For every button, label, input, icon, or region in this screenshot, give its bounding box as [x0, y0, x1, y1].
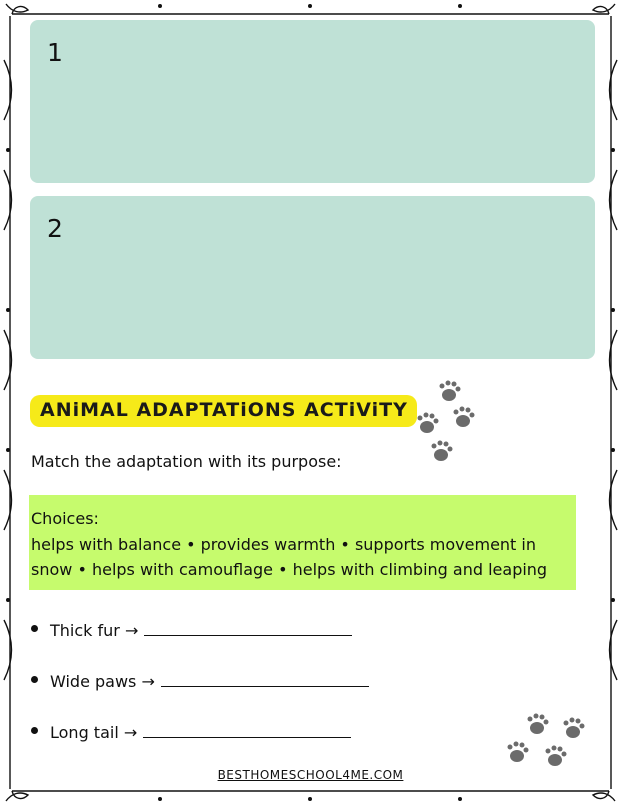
paw-print-icon [415, 375, 485, 470]
answer-blank[interactable] [161, 685, 369, 687]
bullet-icon [31, 676, 38, 683]
list-item [31, 672, 369, 691]
answer-panel-1[interactable] [30, 20, 595, 183]
bullet-icon [31, 727, 38, 734]
panel-number: 2 [47, 214, 63, 243]
answer-blank[interactable] [143, 736, 351, 738]
instruction-text: Match the adaptation with its purpose: [31, 452, 342, 471]
activity-title: ANiMAL ADAPTATiONS ACTiViTY [40, 399, 408, 421]
item-label: Long tail → [50, 723, 138, 742]
bullet-icon [31, 625, 38, 632]
footer-site-link[interactable] [0, 768, 621, 782]
item-label: Thick fur → [50, 621, 139, 640]
item-label: Wide paws → [50, 672, 155, 691]
answer-blank[interactable] [144, 634, 352, 636]
choices-line-1: helps with balance • provides warmth • supports movement in [31, 535, 536, 554]
panel-number: 1 [47, 38, 63, 67]
choices-box [29, 495, 576, 590]
choices-line-2: snow • helps with camouflage • helps with climbing and leaping [31, 560, 548, 579]
answer-panel-2[interactable] [30, 196, 595, 359]
list-item [31, 723, 351, 742]
choices-heading: Choices: [31, 509, 99, 528]
footer-site-text[interactable]: BESTHOMESCHOOL4ME.COM [217, 768, 404, 782]
list-item [31, 621, 352, 640]
activity-title-banner [30, 395, 417, 427]
paw-print-icon [505, 712, 597, 774]
